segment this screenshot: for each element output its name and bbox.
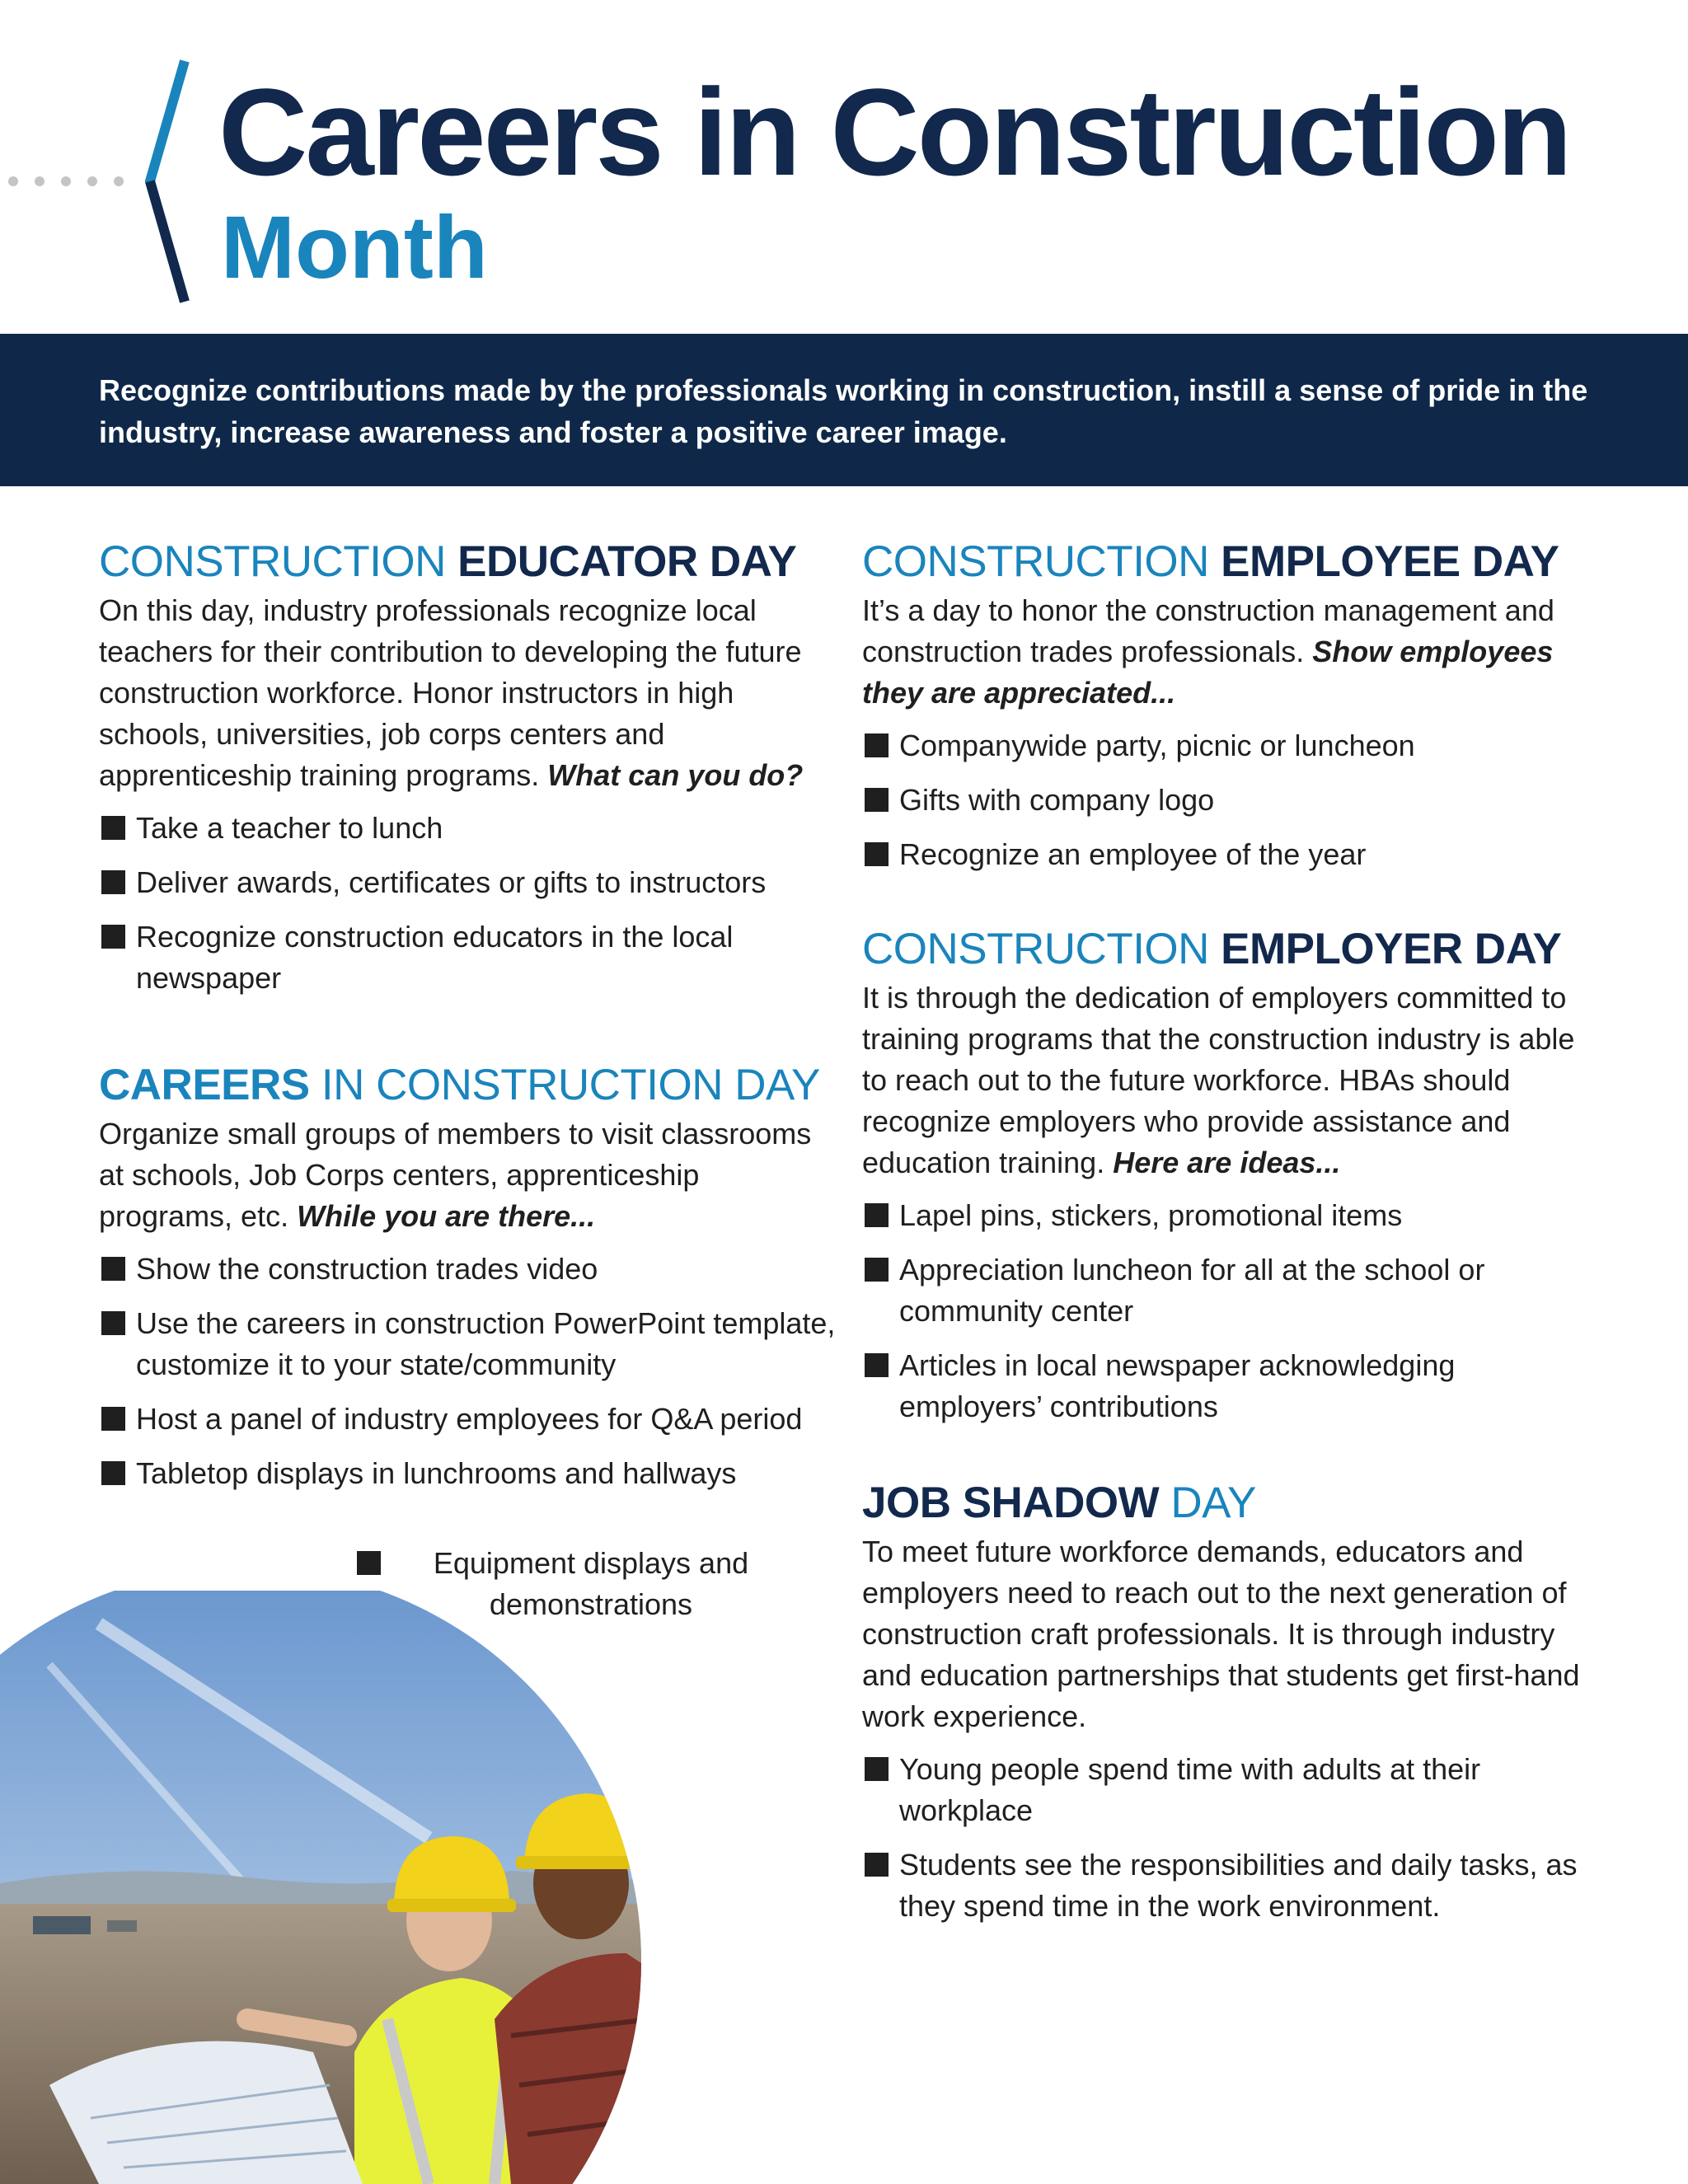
bullet-list: [862, 1195, 1587, 1427]
section-job-shadow-day: [862, 1477, 1587, 1940]
list-item: [99, 916, 841, 999]
bullet-list: [99, 808, 841, 999]
square-bullet-icon: [865, 1203, 889, 1227]
list-item-text: Appreciation luncheon for all at the school or community center: [899, 1253, 1485, 1328]
heading-light: CONSTRUCTION: [862, 925, 1221, 973]
dotted-line-decoration: [7, 175, 138, 188]
body-text: Organize small groups of members to visit classrooms at schools, Job Corps centers, apprenticeship programs, etc.: [99, 1117, 812, 1233]
list-item: [862, 1249, 1587, 1332]
heading-bold: EMPLOYEE DAY: [1221, 537, 1559, 586]
list-item-text: Host a panel of industry employees for Q&A period: [136, 1402, 803, 1436]
body-text: On this day, industry professionals recognize local teachers for their contribution to developing the future construction workforce. Honor instructors in high schools, universities, job corps centers and apprenticeship training programs.: [99, 593, 802, 792]
section-heading: [862, 923, 1587, 976]
square-bullet-icon: [357, 1551, 381, 1575]
list-item-text: Companywide party, picnic or luncheon: [899, 729, 1415, 762]
list-item-text: Articles in local newspaper acknowledging employers’ contributions: [899, 1348, 1456, 1423]
bracket-decoration: [138, 58, 196, 305]
section-educator-day: [99, 536, 841, 1012]
body-emphasis: What can you do?: [547, 758, 804, 792]
heading-light: CONSTRUCTION: [862, 537, 1221, 586]
list-item: [862, 725, 1587, 766]
list-item-text: Lapel pins, stickers, promotional items: [899, 1198, 1403, 1232]
list-item-text: Take a teacher to lunch: [136, 811, 443, 845]
list-item-text: Deliver awards, certificates or gifts to instructors: [136, 865, 767, 899]
list-item-text: Use the careers in construction PowerPoint template, customize it to your state/community: [136, 1306, 836, 1381]
bullet-list: [99, 1249, 841, 1494]
body-emphasis: While you are there...: [297, 1199, 596, 1233]
section-body: [862, 977, 1587, 1183]
square-bullet-icon: [101, 816, 125, 840]
list-item: [862, 1749, 1587, 1831]
list-item-text: Recognize an employee of the year: [899, 837, 1367, 871]
heading-light: IN CONSTRUCTION DAY: [309, 1061, 820, 1109]
section-body: [99, 590, 841, 796]
list-item: [99, 1399, 841, 1440]
list-item: [99, 1453, 841, 1494]
section-employer-day: [862, 923, 1587, 1441]
square-bullet-icon: [865, 1853, 889, 1877]
section-body: [99, 1113, 841, 1237]
heading-bold: EMPLOYER DAY: [1221, 925, 1562, 973]
heading-bold: JOB SHADOW: [862, 1479, 1160, 1527]
square-bullet-icon: [101, 1461, 125, 1485]
list-item: [99, 1303, 841, 1385]
page-subtitle: Month: [221, 197, 488, 297]
square-bullet-icon: [865, 1258, 889, 1282]
square-bullet-icon: [101, 870, 125, 894]
square-bullet-icon: [865, 788, 889, 812]
heading-light: DAY: [1159, 1479, 1256, 1527]
body-text: It is through the dedication of employers committed to training programs that the construction industry is able to reach out to the future workforce. HBAs should recognize employers who provide assistance and education training.: [862, 981, 1575, 1179]
list-item: [862, 1195, 1587, 1236]
list-item: [99, 1249, 841, 1290]
section-heading: [862, 536, 1587, 588]
body-emphasis: Here are ideas...: [1113, 1146, 1341, 1179]
square-bullet-icon: [101, 1407, 125, 1431]
page-title: Careers in Construction: [218, 63, 1570, 201]
intro-text: Recognize contributions made by the professionals working in construction, instill a sense of pride in the industry, increase awareness and foster a positive career image.: [99, 373, 1588, 449]
square-bullet-icon: [865, 842, 889, 866]
heading-bold: EDUCATOR DAY: [457, 537, 797, 586]
list-item-text: Recognize construction educators in the local newspaper: [136, 920, 734, 995]
list-item-text: Show the construction trades video: [136, 1252, 598, 1286]
square-bullet-icon: [101, 1311, 125, 1335]
square-bullet-icon: [865, 733, 889, 757]
square-bullet-icon: [101, 1257, 125, 1281]
intro-banner: [0, 334, 1688, 486]
square-bullet-icon: [865, 1353, 889, 1377]
list-item: [862, 1844, 1587, 1927]
body-text: It’s a day to honor the construction management and construction trades professionals.: [862, 593, 1554, 668]
heading-light: CONSTRUCTION: [99, 537, 458, 586]
section-body: [862, 590, 1587, 714]
body-emphasis: Show employees they are appreciated...: [862, 635, 1554, 710]
list-item: [862, 1345, 1587, 1427]
list-item-text: Equipment displays and demonstrations: [433, 1546, 749, 1621]
section-body: To meet future workforce demands, educators and employers need to reach out to the next generation of construction craft professionals. It is through industry and education partnerships that students get first-hand work experience.: [862, 1535, 1580, 1733]
section-employee-day: [862, 536, 1587, 888]
section-heading: [99, 1059, 841, 1112]
list-item: [99, 862, 841, 903]
heading-bold: CAREERS: [99, 1061, 310, 1109]
square-bullet-icon: [865, 1757, 889, 1781]
construction-workers-photo: [0, 1591, 651, 2184]
section-careers-day: [99, 1059, 841, 1507]
list-item-text: Tabletop displays in lunchrooms and hallways: [136, 1456, 737, 1490]
list-item: [99, 808, 841, 849]
list-item: [862, 780, 1587, 821]
bullet-list: [862, 725, 1587, 875]
section-heading: [99, 536, 841, 588]
list-item-text: Young people spend time with adults at their workplace: [899, 1752, 1481, 1827]
list-item-text: Students see the responsibilities and daily tasks, as they spend time in the work environment.: [899, 1848, 1578, 1923]
list-item-text: Gifts with company logo: [899, 783, 1215, 817]
square-bullet-icon: [101, 925, 125, 949]
bullet-list: [862, 1749, 1587, 1927]
list-item: [862, 834, 1587, 875]
section-heading: [862, 1477, 1587, 1530]
